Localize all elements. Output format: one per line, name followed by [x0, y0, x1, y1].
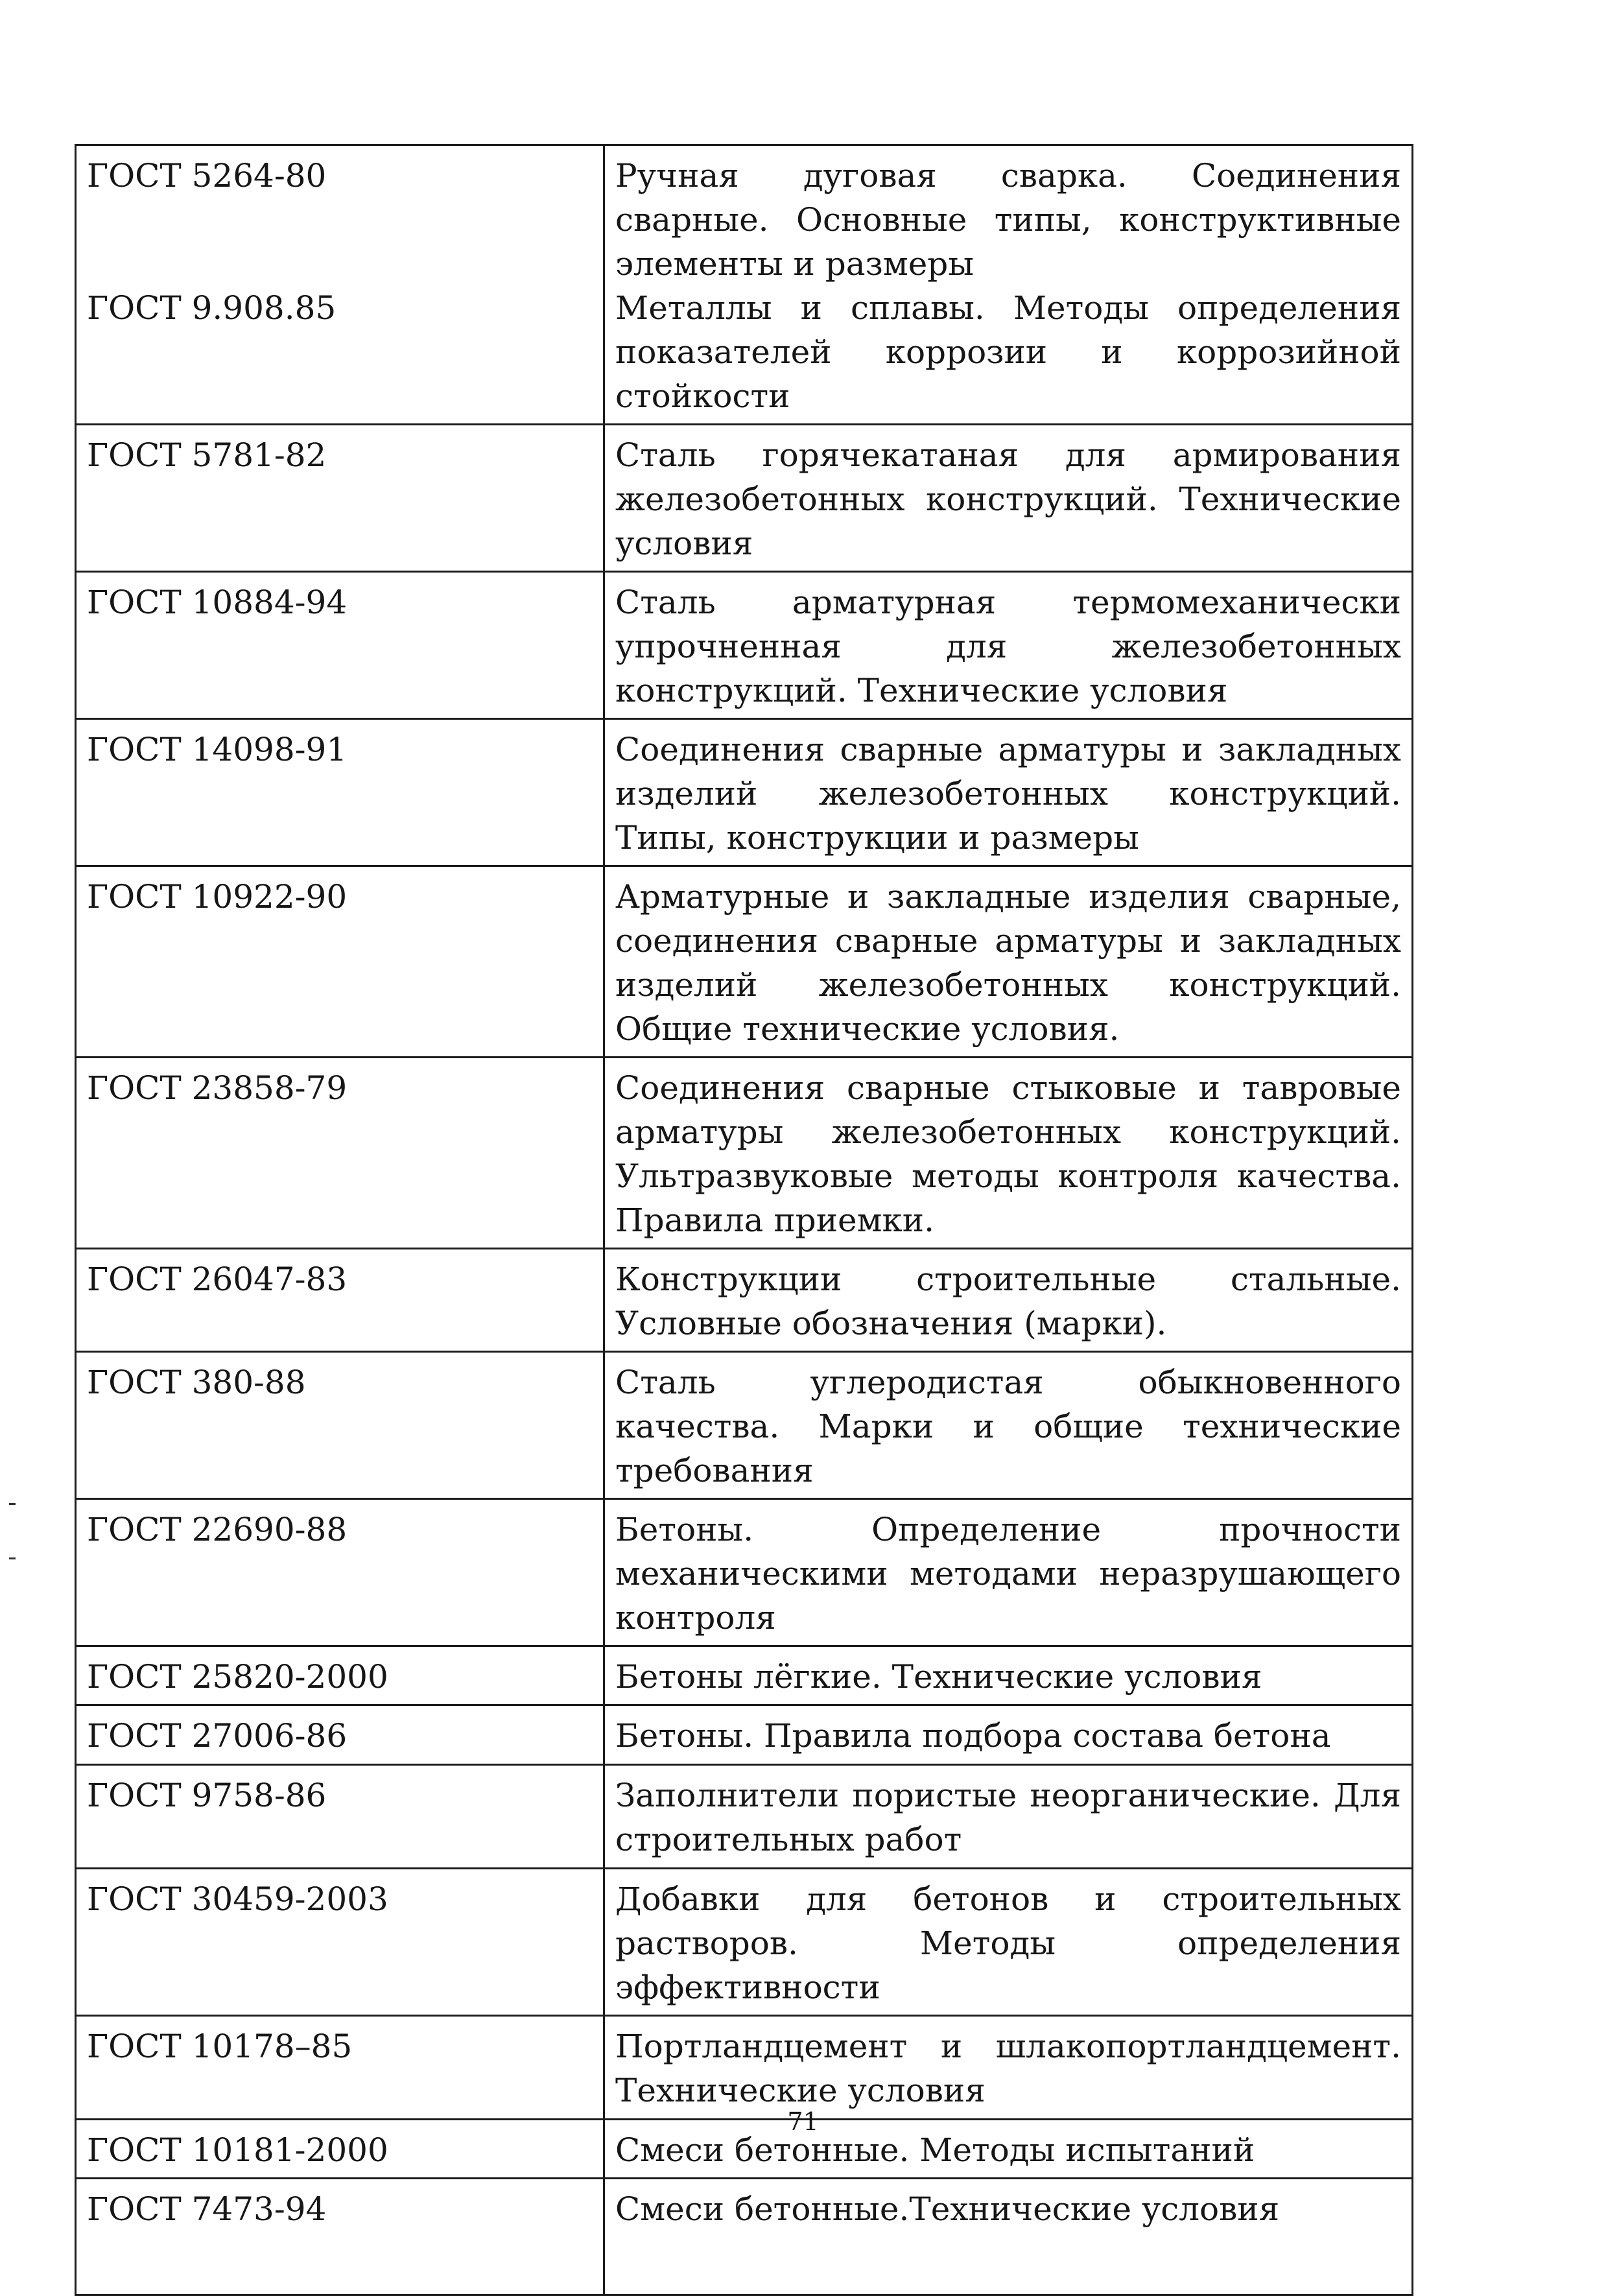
standard-title-cell — [604, 1869, 1413, 2016]
standard-code: ГОСТ 10181-2000 — [87, 2131, 388, 2169]
standard-code: ГОСТ 25820-2000 — [87, 1658, 388, 1696]
standard-code-cell — [76, 1646, 604, 1705]
standard-code-cell — [76, 145, 604, 425]
standard-title: Смеси бетонные. Методы испытаний — [615, 2131, 1255, 2169]
standard-code-cell — [76, 866, 604, 1058]
table-row — [76, 2016, 1413, 2120]
standard-code: ГОСТ 9758-86 — [87, 1777, 327, 1814]
standard-title: Ручная дуговая сварка. Соединения сварные. Основные типы, конструктивные элементы и размеры — [615, 157, 1401, 283]
standard-code: ГОСТ 22690-88 — [87, 1511, 348, 1548]
standard-code: ГОСТ 27006-86 — [87, 1717, 348, 1755]
standard-title-cell — [604, 1352, 1413, 1499]
standards-table-body — [76, 145, 1413, 2295]
standard-code: ГОСТ 9.908.85 — [87, 289, 337, 327]
standard-title-cell — [604, 2179, 1413, 2295]
table-row — [76, 2179, 1413, 2295]
standards-table — [75, 144, 1413, 2296]
table-row — [76, 1352, 1413, 1499]
standard-code-cell — [76, 572, 604, 719]
standard-title: Металлы и сплавы. Методы определения показателей коррозии и коррозийной стойкости — [615, 289, 1401, 415]
standard-title: Соединения сварные стыковые и тавровые арматуры железобетонных конструкций. Ультразвуковые методы контроля качества. Правила приемки. — [615, 1069, 1401, 1239]
standard-title-cell — [604, 1058, 1413, 1249]
table-row — [76, 572, 1413, 719]
standard-title: Сталь углеродистая обыкновенного качества. Марки и общие технические требования — [615, 1364, 1401, 1489]
standard-title: Сталь горячекатаная для армирования железобетонных конструкций. Технические условия — [615, 436, 1401, 562]
table-row — [76, 1058, 1413, 1249]
standard-code: ГОСТ 5781-82 — [87, 436, 327, 474]
table-row — [76, 1249, 1413, 1352]
standard-title-cell — [604, 425, 1413, 572]
page-number: 71 — [787, 2107, 819, 2136]
standard-code-cell — [76, 2016, 604, 2120]
standard-code-cell — [76, 719, 604, 866]
standard-title: Заполнители пористые неорганические. Для строительных работ — [615, 1777, 1401, 1858]
margin-mark — [9, 1503, 16, 1505]
margin-mark — [9, 1557, 16, 1559]
table-row — [76, 866, 1413, 1058]
standard-code-cell — [76, 1705, 604, 1765]
standard-code: ГОСТ 7473-94 — [87, 2190, 327, 2228]
standard-code: ГОСТ 26047-83 — [87, 1260, 348, 1298]
table-row — [76, 1499, 1413, 1646]
standard-title-cell — [604, 145, 1413, 425]
standard-title-cell — [604, 1646, 1413, 1705]
standard-code-cell — [76, 1352, 604, 1499]
standard-code-cell — [76, 1869, 604, 2016]
table-row — [76, 1765, 1413, 1869]
table-row — [76, 425, 1413, 572]
standard-title-cell — [604, 572, 1413, 719]
standard-title-cell — [604, 2016, 1413, 2120]
standard-code: ГОСТ 5264-80 — [87, 157, 327, 195]
standard-title-cell — [604, 719, 1413, 866]
standard-code-cell — [76, 1765, 604, 1869]
standard-title-cell — [604, 1705, 1413, 1765]
standard-title: Сталь арматурная термомеханически упрочненная для железобетонных конструкций. Технические условия — [615, 584, 1401, 709]
standard-title: Портландцемент и шлакопортландцемент. Технические условия — [615, 2028, 1401, 2109]
standard-title: Бетоны. Определение прочности механическими методами неразрушающего контроля — [615, 1511, 1401, 1637]
standard-code-cell — [76, 425, 604, 572]
standard-title: Конструкции строительные стальные. Условные обозначения (марки). — [615, 1260, 1401, 1342]
standard-title: Соединения сварные арматуры и закладных изделий железобетонных конструкций. Типы, конструкции и размеры — [615, 731, 1401, 857]
standard-title: Добавки для бетонов и строительных растворов. Методы определения эффективности — [615, 1880, 1401, 2006]
standard-code: ГОСТ 10922-90 — [87, 878, 348, 916]
standard-title-cell — [604, 1765, 1413, 1869]
standard-code: ГОСТ 10178–85 — [87, 2028, 353, 2065]
standard-code: ГОСТ 14098-91 — [87, 731, 348, 768]
standard-title: Бетоны лёгкие. Технические условия — [615, 1658, 1262, 1696]
standard-code: ГОСТ 23858-79 — [87, 1069, 348, 1107]
standard-code-cell — [76, 1058, 604, 1249]
table-row — [76, 145, 1413, 425]
spacer — [87, 198, 593, 286]
table-row — [76, 719, 1413, 866]
standard-title-cell — [604, 1499, 1413, 1646]
standard-code: ГОСТ 10884-94 — [87, 584, 348, 621]
table-row — [76, 1646, 1413, 1705]
standard-code-cell — [76, 2179, 604, 2295]
table-row — [76, 1869, 1413, 2016]
standard-code: ГОСТ 380-88 — [87, 1364, 306, 1401]
standard-title-cell — [604, 866, 1413, 1058]
standard-title-cell — [604, 1249, 1413, 1352]
table-row — [76, 1705, 1413, 1765]
standard-code-cell — [76, 1249, 604, 1352]
standard-title: Бетоны. Правила подбора состава бетона — [615, 1717, 1331, 1755]
standard-title: Смеси бетонные.Технические условия — [615, 2190, 1280, 2228]
standard-code-cell — [76, 1499, 604, 1646]
standard-title: Арматурные и закладные изделия сварные, соединения сварные арматуры и закладных изделий железобетонных конструкций. Общие технические условия. — [615, 878, 1401, 1048]
standard-code: ГОСТ 30459-2003 — [87, 1880, 388, 1918]
